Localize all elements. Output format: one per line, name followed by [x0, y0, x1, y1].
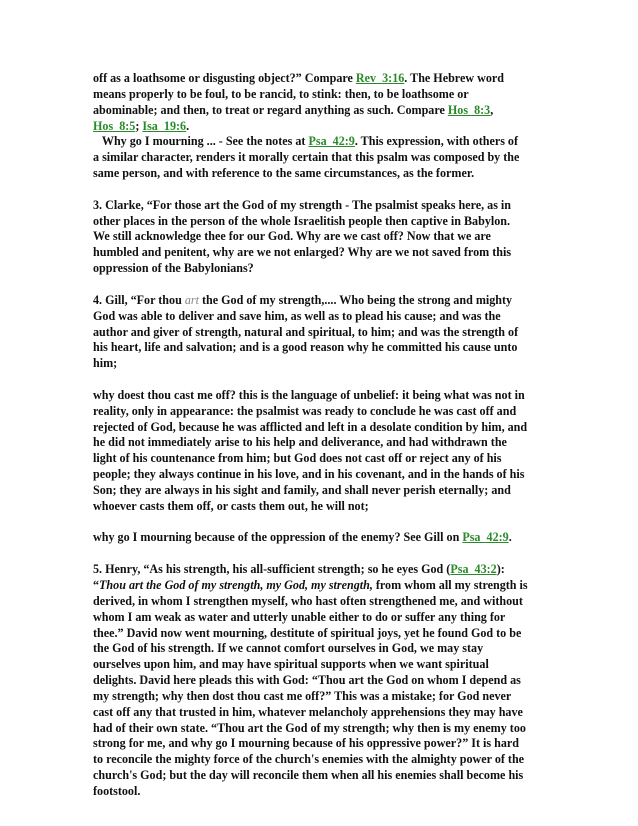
- text-segment: reality, only in appearance: the psalmist was ready to conclude he was cast off and: [93, 403, 517, 418]
- para-gill-mourning: [93, 530, 545, 546]
- text-line: [93, 610, 545, 626]
- text-segment: 5. Henry, “As his strength, his all-sufficient strength; so he eyes God (: [93, 562, 451, 577]
- scripture-link[interactable]: Psa_43:2: [450, 562, 497, 577]
- text-segment: . This expression, with others of: [354, 134, 518, 149]
- text-segment: why doest thou cast me off? this is the language of unbelief: it being what was not in: [93, 387, 525, 402]
- text-segment: strong for me, and why go I mourning because of his oppressive power?” It is hard: [93, 736, 520, 751]
- text-segment: 3. Clarke, “For those art the God of my strength - The psalmist speaks here, as in: [93, 197, 512, 212]
- scripture-link[interactable]: Hos_8:5: [93, 118, 136, 133]
- text-line: [93, 340, 545, 356]
- text-segment: ,: [490, 102, 494, 117]
- text-segment: why go I mourning because of the oppression of the enemy? See Gill on: [93, 530, 463, 545]
- text-segment: people; they always continue in his love, and in his covenant, and in the hands of his: [93, 467, 525, 482]
- text-line: [93, 562, 545, 578]
- text-line: [93, 736, 545, 752]
- text-line: [93, 673, 545, 689]
- text-segment: thee.” David now went mourning, destitute of spiritual joys, yet he found God to be: [93, 625, 522, 640]
- text-line: [93, 626, 545, 642]
- scripture-link[interactable]: Isa_19:6: [142, 118, 187, 133]
- text-segment: We still acknowledge thee for our God. Why are we cast off? Now that we are: [93, 229, 491, 244]
- text-segment: light of his countenance from him; but God does not cast off or reject any of his: [93, 451, 502, 466]
- text-segment: the God of his strength. If we cannot comfort ourselves in God, we may stay: [93, 641, 484, 656]
- text-segment: .: [508, 530, 512, 545]
- text-segment: abominable; and then, to treat or regard anything as such. Compare: [93, 102, 448, 117]
- paragraph-spacer: [93, 277, 545, 293]
- text-line: [93, 578, 545, 594]
- text-segment: derived, in whom I strengthen myself, who hast often strengthened me, and without: [93, 593, 523, 608]
- text-segment: my strength; why then dost thou cast me off?” This was a mistake; for God never: [93, 688, 512, 703]
- text-segment: a similar character, renders it morally certain that this psalm was composed by the: [93, 150, 520, 165]
- text-line: [93, 594, 545, 610]
- text-line: [93, 499, 545, 515]
- scripture-link[interactable]: Psa_42:9: [308, 134, 355, 149]
- text-segment: whoever casts them off, or casts them out, he will not;: [93, 498, 369, 513]
- scripture-link[interactable]: Rev_3:16: [355, 71, 405, 85]
- para-rev-note: [93, 71, 545, 182]
- text-segment: “: [93, 578, 100, 592]
- text-line: [93, 325, 545, 341]
- text-line: [93, 721, 545, 737]
- text-segment: . The Hebrew word: [404, 71, 504, 85]
- text-segment: humbled and penitent, why are we not enlarged? Why are we not saved from this: [93, 245, 512, 260]
- text-line: [93, 71, 545, 87]
- text-segment: delights. David here pleads this with God: “Thou art the God on whom I depend as: [93, 673, 521, 688]
- text-segment: cast off any that trusted in him, whatever melancholy apprehensions they may have: [93, 704, 523, 719]
- text-line: [93, 404, 545, 420]
- text-segment: to reconcile the mighty force of the church's enemies with the almighty power of the: [93, 752, 525, 767]
- text-segment: ):: [496, 562, 505, 577]
- text-line: [93, 483, 545, 499]
- text-segment: whom I am weak as water and utterly unable either to do or suffer any thing for: [93, 609, 506, 624]
- text-segment: means properly to be foul, to be rancid, to stink: then, to be loathsome or: [93, 86, 469, 101]
- text-segment: oppression of the Babylonians?: [93, 261, 254, 276]
- text-line: [93, 705, 545, 721]
- emphasis-text: art: [184, 292, 199, 307]
- text-line: [93, 530, 545, 546]
- text-line: [93, 356, 545, 372]
- text-line: [93, 388, 545, 404]
- commentary-page: [93, 71, 545, 800]
- paragraph-spacer: [93, 515, 545, 531]
- text-segment: author and giver of strength, natural and spiritual, to him; and was the strength of: [93, 324, 519, 339]
- text-segment: Why go I mourning ... - See the notes at: [93, 134, 309, 149]
- text-line: [93, 641, 545, 657]
- paragraph-spacer: [93, 182, 545, 198]
- text-line: [93, 451, 545, 467]
- para-clarke: [93, 198, 545, 277]
- text-line: [93, 119, 545, 135]
- text-segment: same person, and with reference to the same circumstances, as the former.: [93, 166, 475, 181]
- text-segment: 4. Gill, “For thou: [93, 292, 185, 307]
- text-segment: God was able to deliver and save him, as well as to plead his cause; and was the: [93, 308, 501, 323]
- paragraph-spacer: [93, 372, 545, 388]
- text-line: [93, 166, 545, 182]
- text-line: [93, 467, 545, 483]
- text-line: [93, 752, 545, 768]
- paragraph-spacer: [93, 546, 545, 562]
- text-line: [93, 198, 545, 214]
- text-segment: from whom all my strength is: [372, 578, 528, 592]
- text-line: [93, 657, 545, 673]
- para-henry: [93, 562, 545, 800]
- text-line: [93, 150, 545, 166]
- text-line: [93, 435, 545, 451]
- text-segment: .: [186, 118, 190, 133]
- text-line: [93, 261, 545, 277]
- text-segment: Son; they are always in his sight and family, and shall never perish eternally; and: [93, 482, 511, 497]
- text-line: [93, 229, 545, 245]
- text-segment: he did not immediately arise to his help and deliverance, and had withdrawn the: [93, 435, 507, 450]
- text-segment: other places in the person of the whole Israelitish people then captive in Babylon.: [93, 213, 511, 228]
- emphasis-text: Thou art the God of my strength, my God, my strength,: [99, 578, 373, 592]
- text-segment: had of their own state. “Thou art the God of my strength; why then is my enemy too: [93, 720, 526, 735]
- text-segment: church's God; but the day will reconcile them when all his enemies shall become his: [93, 768, 524, 783]
- text-line: [93, 245, 545, 261]
- text-segment: him;: [93, 356, 118, 371]
- scripture-link[interactable]: Hos_8:3: [447, 102, 491, 117]
- text-line: [93, 784, 545, 800]
- text-segment: his heart, life and salvation; and is a good reason why he committed his cause unto: [93, 340, 518, 355]
- text-line: [93, 420, 545, 436]
- text-line: [93, 134, 545, 150]
- text-segment: footstool.: [93, 783, 141, 798]
- text-line: [93, 768, 545, 784]
- text-segment: rejected of God, because he was afflicted and left in a desolate condition by him, and: [93, 419, 528, 434]
- para-gill-castoff: [93, 388, 545, 515]
- scripture-link[interactable]: Psa_42:9: [462, 530, 509, 545]
- text-segment: ;: [135, 118, 143, 133]
- text-line: [93, 309, 545, 325]
- text-line: [93, 103, 545, 119]
- text-line: [93, 87, 545, 103]
- text-segment: ourselves upon him, and may have spiritual supports when we want spiritual: [93, 657, 489, 672]
- text-line: [93, 293, 545, 309]
- text-line: [93, 214, 545, 230]
- para-gill: [93, 293, 545, 372]
- text-segment: the God of my strength,.... Who being the strong and mighty: [198, 292, 513, 307]
- text-line: [93, 689, 545, 705]
- text-segment: off as a loathsome or disgusting object?” Compare: [93, 71, 356, 85]
